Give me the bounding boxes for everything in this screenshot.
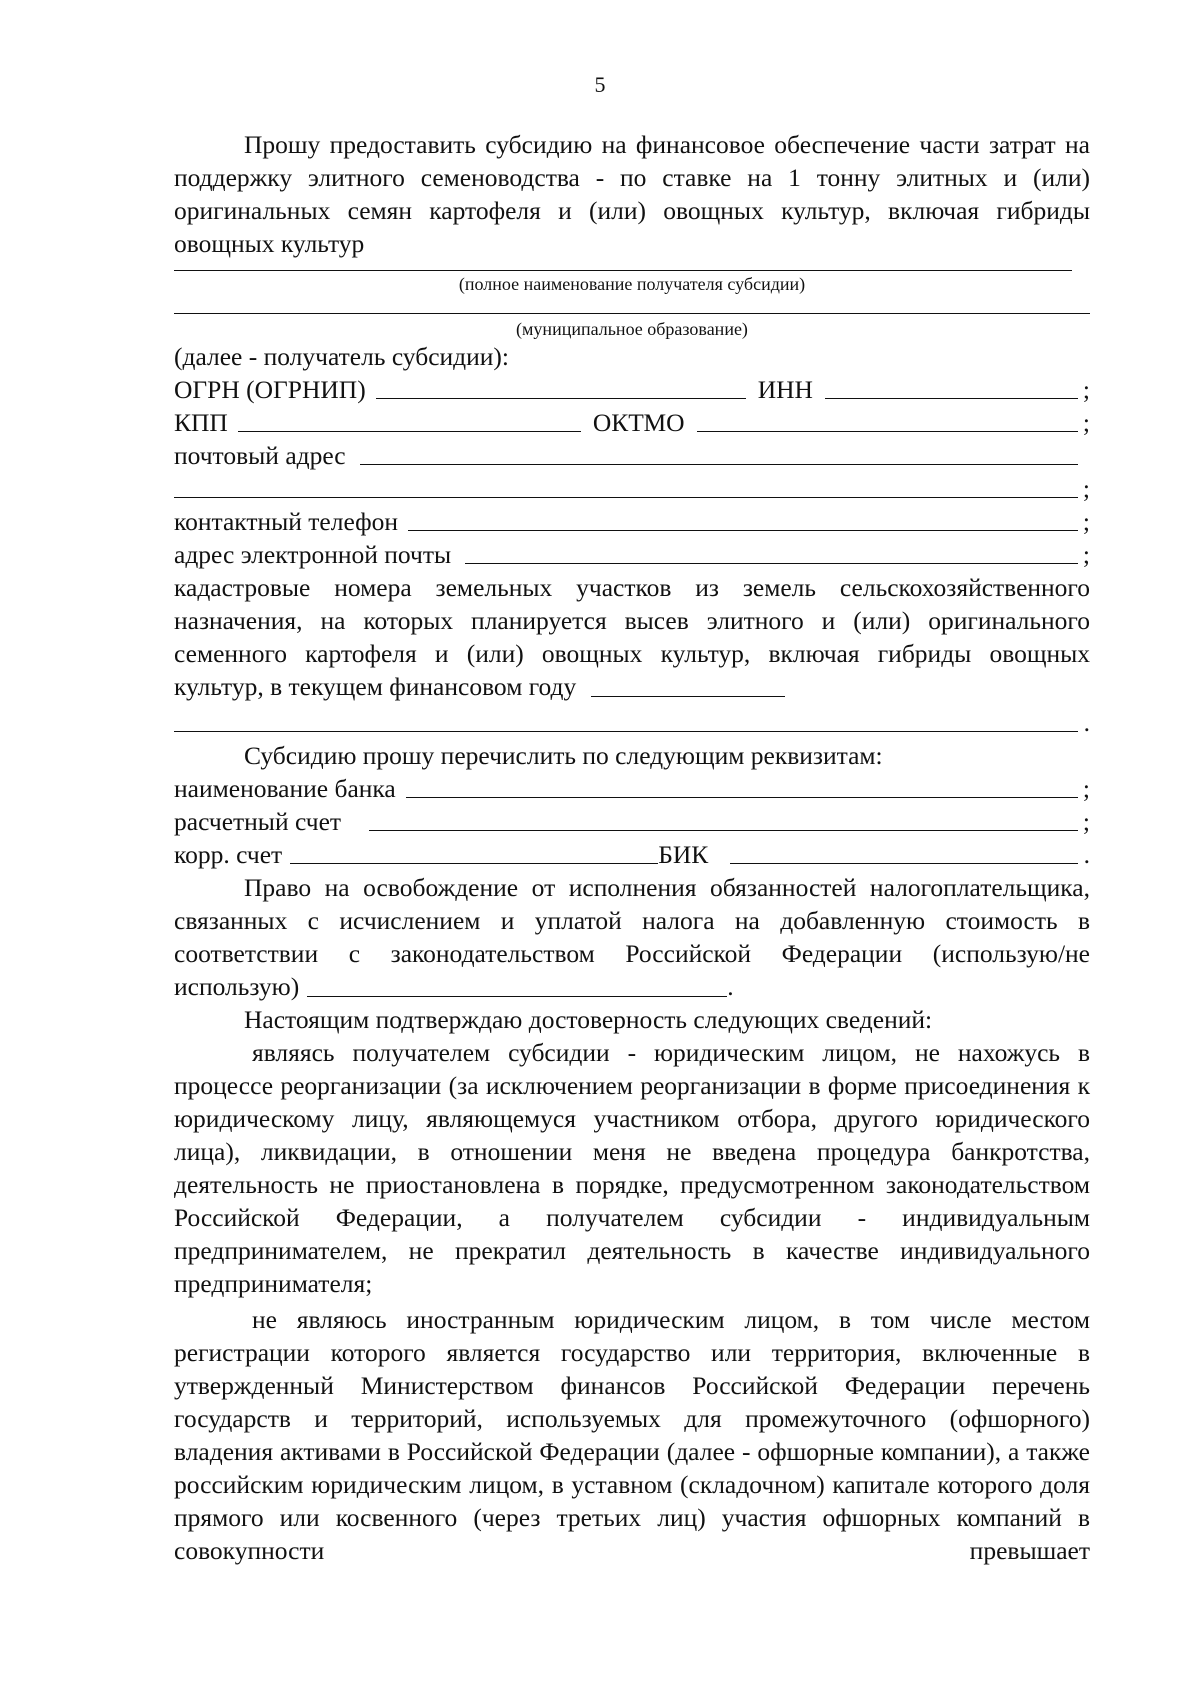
paragraph-offshore: не являюсь иностранным юридическим лицом, в том числе местом регистрации которого является государство или территория, включенные в утвержденный Министерством финансов Российской Федерации перечень государств и территорий, используемых для промежуточного (офшорного) владения активами в Российской Федерации (далее - офшорные компании), а также российским юридическим лицом, в уставном (складочном) капитале которого доля прямого или косвенного (через третьих лиц) участия офшорных компаний в совокупности превышает xyxy=(174,1305,1090,1565)
vat-paragraph xyxy=(174,871,1090,1003)
postal-address-input-line[interactable] xyxy=(360,464,1078,465)
kpp-oktmo-row xyxy=(174,406,1090,439)
email-row xyxy=(174,538,1090,571)
bik-label: БИК xyxy=(658,840,709,869)
postal-address-input-line-2[interactable] xyxy=(174,497,1078,498)
cadastral-text xyxy=(174,571,1090,703)
vat-input-line[interactable] xyxy=(307,976,727,997)
bank-name-row xyxy=(174,772,1090,805)
bank-name-input-line[interactable] xyxy=(406,797,1078,798)
phone-input-line[interactable] xyxy=(408,530,1078,531)
cadastral-input-line-2[interactable] xyxy=(174,731,1078,732)
period: . xyxy=(1083,708,1090,737)
cadastral-block xyxy=(174,571,1090,703)
page-number: 5 xyxy=(594,72,606,97)
period: . xyxy=(1083,840,1090,869)
municipality-caption: (муниципальное образование) xyxy=(516,319,748,339)
oktmo-label: ОКТМО xyxy=(592,408,685,437)
account-row xyxy=(174,805,1090,838)
email-label: адрес электронной почты xyxy=(174,540,452,569)
period: . xyxy=(727,972,734,1001)
ogrn-inn-row xyxy=(174,373,1090,406)
intro-paragraph: Прошу предоставить субсидию на финансовое обеспечение части затрат на поддержку элитного семеноводства - по ставке на 1 тонну элитных и (или) оригинальных семян картофеля и (или) овощных культур, включая гибриды овощных культур xyxy=(174,130,1090,258)
recipient-name-caption: (полное наименование получателя субсидии) xyxy=(458,274,806,294)
semicolon: ; xyxy=(1082,774,1090,803)
oktmo-input-line[interactable] xyxy=(697,431,1078,432)
vat-text: Право на освобождение от исполнения обязанностей налогоплательщика, связанных с исчислением и уплатой налога на добавленную стоимость в соответствии с законодательством Российской Федерации (использую/не использую) xyxy=(174,873,1090,1001)
paragraph-reorganization: являясь получателем субсидии - юридическим лицом, не нахожусь в процессе реорганизации (за исключением реорганизации в форме присоединения к юридическому лицу, являющемуся участником отбора, другого юридического лица), ликвидации, в отношении меня не введена процедура банкротства, деятельность не приостановлена в порядке, предусмотренном законодательством Российской Федерации, а получателем субсидии - индивидуальным предпринимателем, не прекратил деятельность в качестве индивидуального предпринимателя; xyxy=(174,1038,1090,1298)
municipality-line[interactable] xyxy=(174,313,1090,314)
cadastral-input-line[interactable] xyxy=(591,676,785,697)
semicolon: ; xyxy=(1082,408,1090,437)
confirm-intro: Настоящим подтверждаю достоверность следующих сведений: xyxy=(244,1005,933,1034)
ogrn-label: ОГРН (ОГРНИП) xyxy=(174,375,366,404)
corr-account-label: корр. счет xyxy=(174,840,283,869)
bank-intro: Субсидию прошу перечислить по следующим реквизитам: xyxy=(244,741,883,770)
bank-name-label: наименование банка xyxy=(174,774,396,803)
inn-label: ИНН xyxy=(757,375,813,404)
cadastral-label: кадастровые номера земельных участков из земель сельскохозяйственного назначения, на которых планируется высев элитного и (или) оригинального семенного картофеля и (или) овощных культур, включая гибриды овощных культур, в текущем финансовом году xyxy=(174,573,1090,701)
kpp-label: КПП xyxy=(174,408,228,437)
inn-input-line[interactable] xyxy=(825,398,1078,399)
account-input-line[interactable] xyxy=(369,830,1078,831)
semicolon: ; xyxy=(1082,540,1090,569)
cadastral-continuation-row xyxy=(174,703,1090,739)
municipality-field[interactable] xyxy=(174,313,1090,340)
email-input-line[interactable] xyxy=(465,563,1078,564)
postal-address-label: почтовый адрес xyxy=(174,441,346,470)
recipient-name-field[interactable] xyxy=(174,270,1090,295)
semicolon: ; xyxy=(1082,807,1090,836)
postal-address-row xyxy=(174,439,1090,472)
semicolon: ; xyxy=(1082,375,1090,404)
hereinafter-text: (далее - получатель субсидии): xyxy=(174,342,509,371)
postal-address-continuation-row xyxy=(174,472,1090,505)
semicolon: ; xyxy=(1082,507,1090,536)
phone-label: контактный телефон xyxy=(174,507,398,536)
account-label: расчетный счет xyxy=(174,807,342,836)
kpp-input-line[interactable] xyxy=(238,431,581,432)
bik-input-line[interactable] xyxy=(730,863,1078,864)
phone-row xyxy=(174,505,1090,538)
ogrn-input-line[interactable] xyxy=(376,398,746,399)
form-body xyxy=(174,128,1090,1567)
corr-bik-row xyxy=(174,838,1090,871)
corr-account-input-line[interactable] xyxy=(290,863,658,864)
recipient-name-line[interactable] xyxy=(174,270,1072,271)
semicolon: ; xyxy=(1082,474,1090,503)
